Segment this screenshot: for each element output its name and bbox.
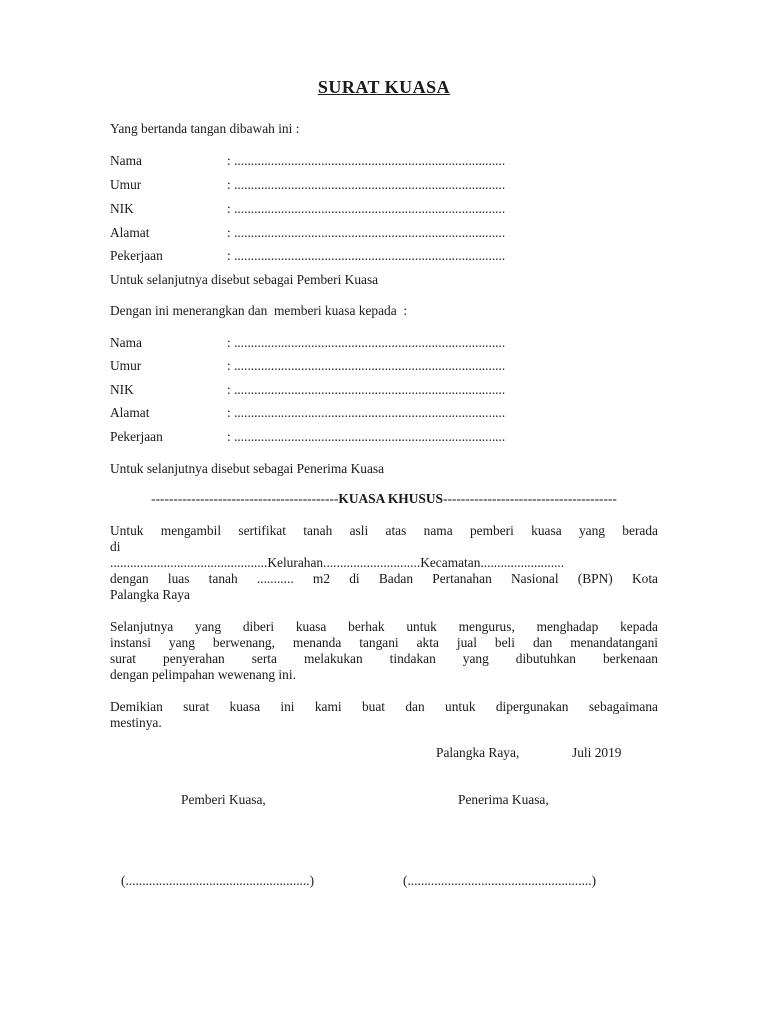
field-value: : ................................................................................. — [227, 177, 506, 192]
field-label: Pekerjaan — [110, 248, 163, 263]
paragraph-line: di — [110, 539, 121, 554]
paragraph-line: surat penyerahan serta melakukan tindakan yang dibutuhkan berkenaan — [110, 651, 658, 666]
field-label: Umur — [110, 177, 142, 192]
field-value: : ................................................................................. — [227, 335, 506, 350]
field-label: NIK — [110, 382, 134, 397]
signer-right-label: Penerima Kuasa, — [458, 792, 549, 807]
paragraph-line: instansi yang berwenang, menanda tangani akta jual beli dan menandatangani — [110, 635, 658, 650]
field-label: NIK — [110, 201, 134, 216]
paragraph-line: mestinya. — [110, 715, 162, 730]
field-label: Umur — [110, 358, 142, 373]
date-text: Juli 2019 — [572, 745, 622, 760]
paragraph-line: Selanjutnya yang diberi kuasa berhak untuk mengurus, menghadap kepada — [110, 619, 658, 634]
signer-left-label: Pemberi Kuasa, — [181, 792, 266, 807]
place-text: Palangka Raya, — [436, 745, 520, 760]
intro-text: Yang bertanda tangan dibawah ini : — [110, 121, 300, 136]
signature-line-right: (.......................................................) — [403, 873, 597, 888]
field-value: : ................................................................................. — [227, 382, 506, 397]
field-value: : ................................................................................. — [227, 405, 506, 420]
field-value: : ................................................................................. — [227, 429, 506, 444]
pemberi-closing: Untuk selanjutnya disebut sebagai Pemberi Kuasa — [110, 272, 379, 287]
penerima-closing: Untuk selanjutnya disebut sebagai Penerima Kuasa — [110, 461, 385, 476]
paragraph-line: Untuk mengambil sertifikat tanah asli atas nama pemberi kuasa yang berada — [110, 523, 658, 538]
field-label: Alamat — [110, 225, 150, 240]
field-label: Pekerjaan — [110, 429, 163, 444]
paragraph-line: dengan luas tanah ........... m2 di Badan Pertanahan Nasional (BPN) Kota — [110, 571, 658, 586]
field-label: Nama — [110, 153, 142, 168]
field-value: : ................................................................................. — [227, 201, 506, 216]
kuasa-khusus-divider — [110, 491, 658, 507]
field-value: : ................................................................................. — [227, 248, 506, 263]
paragraph-line: dengan pelimpahan wewenang ini. — [110, 667, 296, 682]
paragraph-sertifikat — [110, 523, 658, 603]
penerima-intro: Dengan ini menerangkan dan memberi kuasa kepada : — [110, 303, 408, 318]
field-label: Alamat — [110, 405, 150, 420]
kuasa-khusus-heading: KUASA KHUSUS — [338, 491, 443, 506]
paragraph-line: ...............................................Kelurahan.............................Kecamatan......................... — [110, 555, 565, 570]
document-title: SURAT KUASA — [317, 77, 451, 97]
divider-dashes-right: --------------------------------------- — [442, 491, 617, 506]
field-value: : ................................................................................. — [227, 358, 506, 373]
paragraph-line: Demikian surat kuasa ini kami buat dan untuk dipergunakan sebagaimana — [110, 699, 658, 714]
signature-line-left: (.......................................................) — [121, 873, 315, 888]
field-value: : ................................................................................. — [227, 153, 506, 168]
paragraph-line: Palangka Raya — [110, 587, 190, 602]
divider-dashes-left: ------------------------------------------ — [151, 491, 339, 506]
field-label: Nama — [110, 335, 142, 350]
paragraph-penutup — [110, 699, 658, 731]
paragraph-wewenang — [110, 619, 658, 683]
field-value: : ................................................................................. — [227, 225, 506, 240]
